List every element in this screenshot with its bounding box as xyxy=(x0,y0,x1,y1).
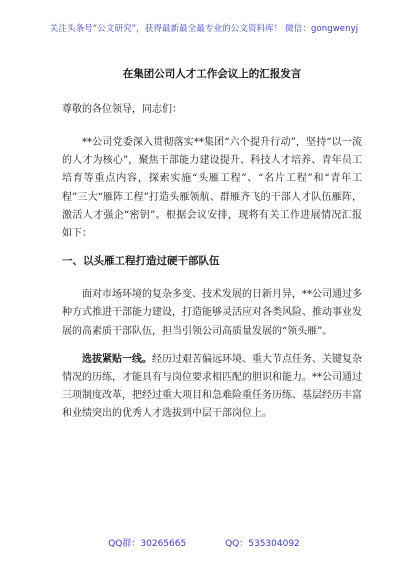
greeting: 尊敬的各位领导，同志们： xyxy=(62,104,182,115)
paragraph-lead: 选拔紧贴一线。 xyxy=(82,353,152,365)
document-title: 在集团公司人才工作会议上的汇报发言 xyxy=(122,68,302,80)
footer-qq: QQ：535304092 xyxy=(225,539,300,549)
intro-paragraph: **公司党委深入贯彻落实**集团“六个提升行动”，坚持“以一流的人才为核心”，聚焦干部能力建设提升、科技人才培养、青年员工培育等重点内容，探索实施“头雁工程”、“名片工程”和“青年工程”三大“雁阵工程”打造头雁领航、群雁齐飞的干部人才队伍雁阵，激活人才强企“密钥”。根据会议安排，现将有关工作进展情况汇报如下： xyxy=(62,137,362,240)
header-banner: 关注头条号“公文研究”，获得最新最全最专业的公文资料库！ 微信：gongwenyj xyxy=(49,24,359,34)
section-paragraph: 面对市场环境的复杂多变、技术发展的日新月异，**公司通过多种方式推进干部能力建设，打造能够灵活应对各类风险、推动事业发展的高素质干部队伍，担当引领公司高质量发展的“领头雁”。 xyxy=(62,289,362,337)
paragraph-body: 经历过艰苦偏远环境、重大节点任务、关键复杂情况的历练，才能具有与岗位要求相匹配的胆识和能力。**公司通过三项制度改革，把经过重大项目和急难险重任务历练、基层经历丰富和业绩突出的优秀人才选拔到中层干部岗位上。 xyxy=(62,353,362,420)
footer-contact xyxy=(0,536,408,549)
section-paragraph-selection xyxy=(62,351,362,424)
footer-qq-group: QQ群：30265665 xyxy=(108,539,187,549)
document-body xyxy=(62,66,362,434)
section-heading: 一、以头雁工程打造过硬干部队伍 xyxy=(62,255,220,268)
